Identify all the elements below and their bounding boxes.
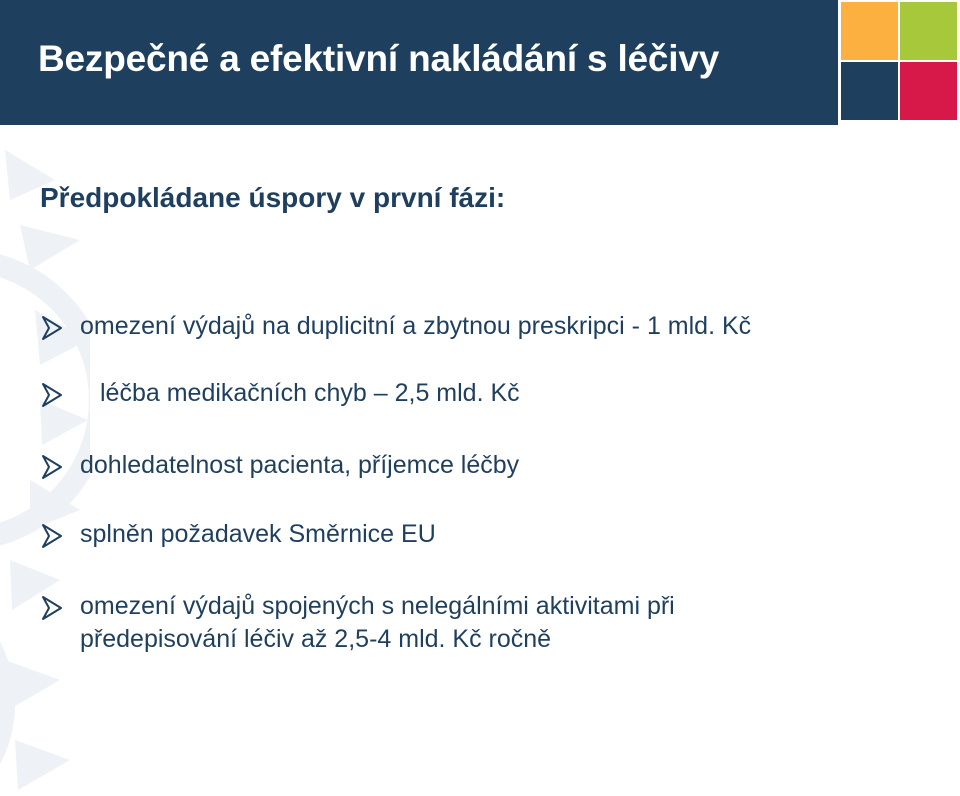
bullet-text: dohledatelnost pacienta, příjemce léčby [80, 451, 520, 479]
slide-title: Bezpečné a efektivní nakládání s léčivy [38, 38, 720, 79]
bullet-item [40, 449, 519, 482]
bullet-item [40, 310, 751, 343]
bullet-item [40, 590, 675, 656]
bullet-text: léčba medikačních chyb – 2,5 mld. Kč [100, 379, 520, 407]
arrowhead-bullet-icon [40, 595, 64, 621]
arrowhead-bullet-icon [40, 523, 64, 549]
section-subtitle: Předpokládane úspory v první fázi: [40, 182, 506, 213]
bullet-text: omezení výdajů na duplicitní a zbytnou preskripci - 1 mld. Kč [80, 312, 752, 340]
bullet-item [40, 377, 520, 410]
bullet-text: splněn požadavek Směrnice EU [80, 520, 436, 548]
arrowhead-bullet-icon [40, 315, 64, 341]
bullet-item [40, 518, 436, 551]
arrowhead-bullet-icon [40, 454, 64, 480]
arrowhead-bullet-icon [40, 382, 64, 408]
bullet-text: omezení výdajů spojených s nelegálními aktivitami při předepisování léčiv až 2,5-4 mld. Kč ročně [80, 592, 675, 653]
